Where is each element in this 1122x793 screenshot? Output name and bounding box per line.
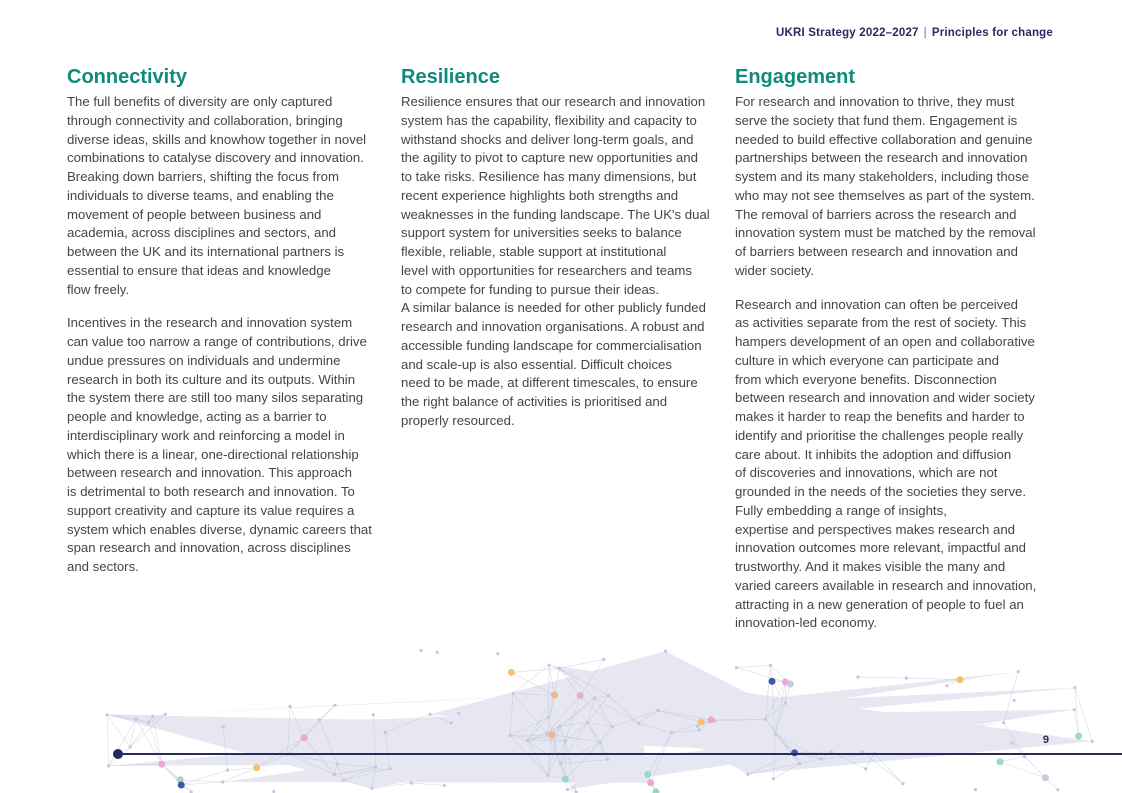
- network-node: [288, 705, 291, 708]
- network-node: [769, 664, 772, 667]
- network-node: [221, 780, 224, 783]
- network-node: [449, 721, 452, 724]
- network-node: [558, 724, 561, 727]
- network-node: [1073, 686, 1076, 689]
- network-node: [151, 715, 154, 718]
- network-node: [374, 765, 377, 768]
- network-node: [593, 696, 596, 699]
- network-node: [443, 784, 446, 787]
- network-node: [318, 718, 321, 721]
- network-node: [784, 701, 787, 704]
- network-node: [558, 667, 561, 670]
- network-node: [905, 676, 908, 679]
- network-node: [945, 684, 948, 687]
- network-node: [547, 663, 550, 666]
- network-link: [559, 659, 604, 668]
- network-link: [162, 764, 191, 792]
- network-node: [107, 764, 110, 767]
- network-node: [551, 692, 558, 699]
- network-link: [511, 668, 559, 672]
- header-separator: |: [923, 27, 927, 39]
- network-node: [602, 658, 605, 661]
- network-node: [1010, 741, 1013, 744]
- network-node: [708, 716, 715, 723]
- network-node: [664, 650, 667, 653]
- network-node: [384, 731, 387, 734]
- network-node: [526, 739, 529, 742]
- network-node: [791, 749, 798, 756]
- network-node: [545, 732, 548, 735]
- network-node: [586, 721, 589, 724]
- network-node: [128, 745, 131, 748]
- network-node: [606, 758, 609, 761]
- network-node: [611, 725, 614, 728]
- network-node: [508, 669, 515, 676]
- network-node: [1042, 774, 1049, 781]
- engagement-paragraph-2: Research and innovation can often be perceived as activities separate from the rest of society. This hampers development of an open and collaborative culture in which everyone can participate and from which everyone benefits. Disconnection between research and innovation and wider society makes it harder to reap the benefits and harder to identify and prioritise the challenges people really care about. It inhibits the adoption and diffusion of discoveries and innovations, which are not grounded in the needs of the societies they serve. Fully embedding a range of insights, expertise and perspectives makes research and innovation outcomes more relevant, impactful and trustworthy. And it makes visible the many and varied careers available in research and innovation, attracting in a new generation of people to fuel an innovation-led economy.: [735, 296, 1037, 631]
- network-node: [420, 649, 423, 652]
- connectivity-paragraph-2: Incentives in the research and innovation system can value too narrow a range of contributions, drive undue pressures on individuals and undermine research in both its culture and its outputs. Within the system there are still too many silos separating people and knowledge, acting as a barrier to interdisciplinary work and reinforcing a model in which there is a linear, one-directional relationship between research and innovation. This approach is detrimental to both research and innovation. To support creativity and capture its value requires a system which enables diverse, dynamic careers that span research and innovation, across disciplines and sectors.: [67, 315, 372, 574]
- footer-line-dot: [113, 749, 123, 759]
- column-connectivity: [67, 64, 392, 577]
- heading-engagement: Engagement: [735, 66, 856, 88]
- document-title: UKRI Strategy 2022–2027: [775, 27, 919, 39]
- network-link: [1000, 762, 1045, 778]
- engagement-paragraph-1: For research and innovation to thrive, they must serve the society that fund them. Engagement is needed to build effective collaboration and genuine partnerships between the research and innovation system and its many stakeholders, including those who may not see themselves as part of the system. The removal of barriers across the research and innovation system must be matched by the removal of barriers between research and innovation and wider society.: [735, 94, 1036, 278]
- network-node: [769, 678, 776, 685]
- network-node: [637, 722, 640, 725]
- network-node: [336, 762, 339, 765]
- network-link: [109, 719, 136, 766]
- network-node: [372, 713, 375, 716]
- network-node: [901, 782, 904, 785]
- network-node: [547, 716, 550, 719]
- network-node: [164, 713, 167, 716]
- network-node: [735, 666, 738, 669]
- network-node: [787, 681, 794, 688]
- network-node: [1056, 788, 1059, 791]
- network-node: [253, 764, 260, 771]
- network-node: [106, 713, 109, 716]
- column-resilience: [401, 64, 726, 431]
- network-link: [1075, 688, 1079, 736]
- network-node: [644, 771, 651, 778]
- connectivity-paragraph-1: The full benefits of diversity are only captured through connectivity and collaboration, bringing diverse ideas, skills and knowhow together in novel combinations to catalyse discovery and innovation. Breaking down barriers, shifting the focus from individuals to diverse teams, and enabling the movement of people between business and academia, across disciplines and sectors, and between the UK and its international partners is essential to ensure that ideas and knowledge flow freely.: [67, 94, 367, 297]
- network-node: [1013, 699, 1016, 702]
- network-node: [1091, 740, 1094, 743]
- network-node: [696, 725, 699, 728]
- network-link: [1000, 757, 1024, 762]
- network-node: [647, 779, 654, 786]
- network-node: [798, 762, 801, 765]
- network-node: [1073, 708, 1076, 711]
- network-node: [333, 773, 336, 776]
- network-node: [1002, 721, 1005, 724]
- network-node: [410, 781, 413, 784]
- column-engagement: [735, 64, 1060, 633]
- resilience-paragraph-1: Resilience ensures that our research and innovation system has the capability, flexibility and capacity to withstand shocks and deliver long-term goals, and the agility to pivot to capture new opportunities and to take risks. Resilience has many dimensions, but recent experience highlights both strengths and weaknesses in the funding landscape. The UK's dual support system for universities seeks to balance flexible, reliable, stable support at institutional level with opportunities for researchers and teams to compete for funding to pursue their ideas. A similar balance is needed for other publicly funded research and innovation organisations. A robust and accessible funding landscape for commercialisation and scale-up is also essential. Difficult choices need to be made, at different timescales, to ensure the right balance of activities is prioritised and properly resourced.: [401, 94, 710, 428]
- network-link: [736, 665, 770, 667]
- network-node: [549, 732, 556, 739]
- network-node: [226, 768, 229, 771]
- network-link: [181, 770, 227, 785]
- network-node: [333, 704, 336, 707]
- network-node: [511, 692, 514, 695]
- network-node: [974, 788, 977, 791]
- network-node: [389, 767, 392, 770]
- page-number: 9: [1042, 734, 1049, 746]
- heading-connectivity: Connectivity: [67, 66, 188, 88]
- network-node: [1017, 670, 1020, 673]
- network-node: [429, 713, 432, 716]
- network-node: [1023, 755, 1026, 758]
- network-node: [774, 732, 777, 735]
- network-link: [107, 715, 108, 766]
- network-node: [562, 776, 569, 783]
- network-link: [412, 783, 445, 785]
- network-node: [652, 788, 659, 793]
- network-node: [864, 767, 867, 770]
- network-node: [856, 675, 859, 678]
- network-node: [566, 788, 569, 791]
- network-node: [957, 676, 964, 683]
- network-node: [178, 782, 185, 789]
- network-node: [508, 734, 511, 737]
- network-node: [670, 731, 673, 734]
- network-node: [607, 694, 610, 697]
- network-node: [830, 750, 833, 753]
- heading-resilience: Resilience: [401, 66, 500, 88]
- network-node: [158, 761, 165, 768]
- network-node: [698, 719, 705, 726]
- network-node: [301, 734, 308, 741]
- network-link: [1074, 710, 1078, 736]
- network-link: [179, 780, 223, 782]
- network-node: [997, 758, 1004, 765]
- network-node: [577, 692, 584, 699]
- section-title: Principles for change: [931, 27, 1053, 39]
- network-node: [599, 740, 602, 743]
- network-node: [772, 777, 775, 780]
- network-node: [436, 651, 439, 654]
- network-link: [181, 782, 222, 785]
- network-node: [177, 778, 180, 781]
- network-node: [698, 728, 701, 731]
- network-node: [222, 725, 225, 728]
- network-node: [820, 757, 823, 760]
- network-node: [764, 718, 767, 721]
- network-link: [858, 677, 906, 678]
- network-node: [1075, 733, 1082, 740]
- network-node: [746, 773, 749, 776]
- network-node: [564, 740, 567, 743]
- network-node: [457, 712, 460, 715]
- network-node: [134, 717, 137, 720]
- network-node: [370, 787, 373, 790]
- network-node: [342, 779, 345, 782]
- network-link: [736, 668, 785, 682]
- network-node: [147, 721, 150, 724]
- network-node: [656, 709, 659, 712]
- network-node: [546, 774, 549, 777]
- network-node: [559, 762, 562, 765]
- network-node: [496, 652, 499, 655]
